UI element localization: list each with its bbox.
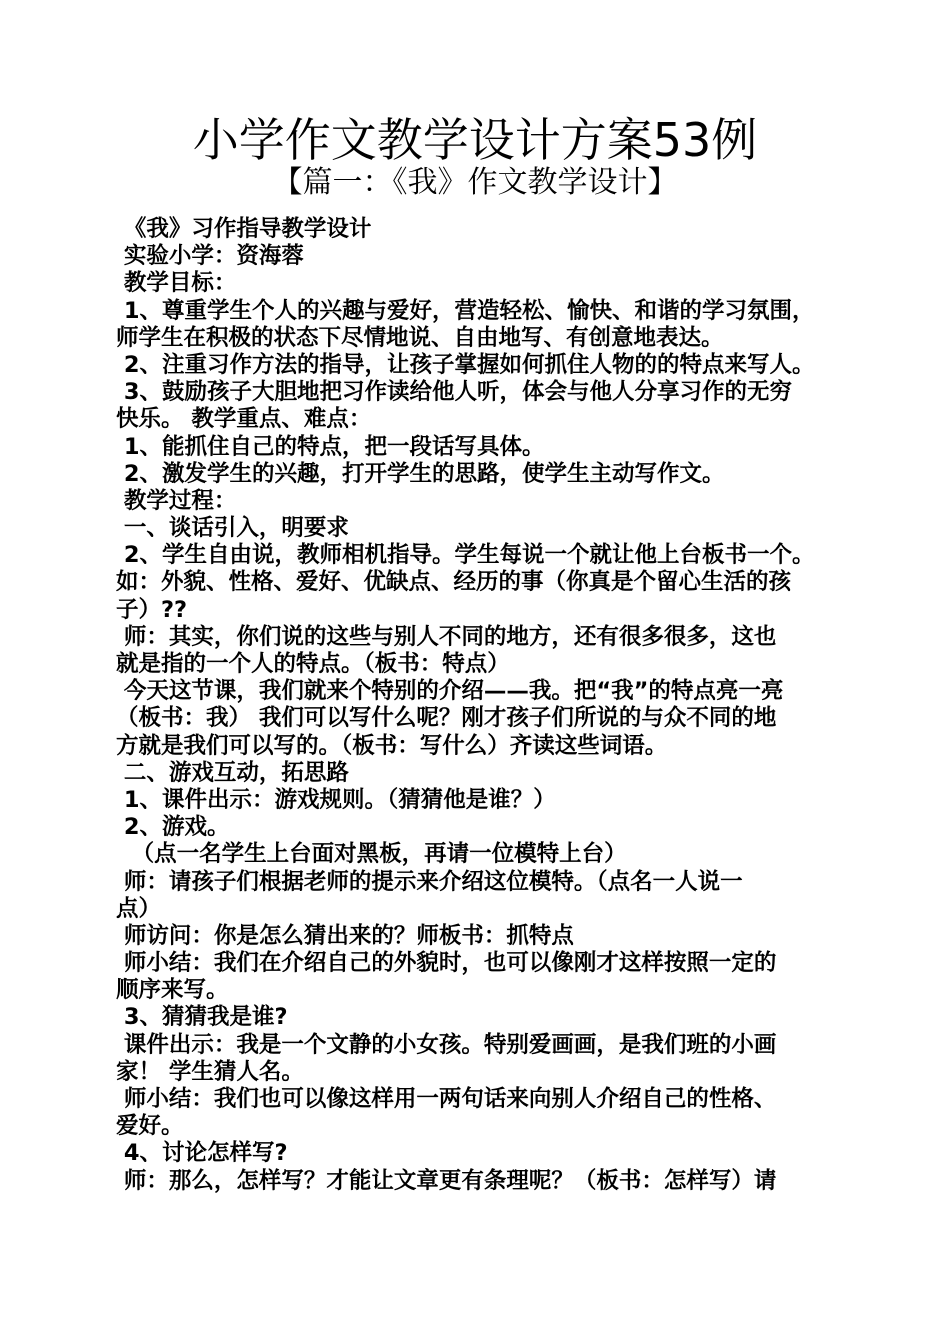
text-line: 1、尊重学生个人的兴趣与爱好，营造轻松、愉快、和谐的学习氛围， (116, 297, 815, 324)
text-line: 顺序来写。 (116, 977, 229, 1004)
text-line: 二、游戏互动，拓思路 (116, 759, 349, 786)
text-line: 《我》习作指导教学设计 (116, 216, 372, 242)
text-line: 师：那么，怎样写？才能让文章更有条理呢？（板书：怎样写）请 (116, 1167, 777, 1194)
document-title: 小学作文教学设计方案53例 (192, 113, 758, 167)
text-line: 爱好。 (116, 1113, 184, 1140)
text-line: 子）?? (116, 596, 188, 623)
text-line: 师：请孩子们根据老师的提示来介绍这位模特。（点名一人说一 (116, 868, 743, 895)
text-line: 快乐。 教学重点、难点： (116, 406, 372, 433)
text-line: 师小结：我们也可以像这样用一两句话来向别人介绍自己的性格、 (116, 1086, 777, 1112)
text-line: 2、游戏。 (116, 814, 230, 841)
text-line: （板书：我） 我们可以写什么呢？刚才孩子们所说的与众不同的地 (116, 705, 777, 732)
text-line: 3、鼓励孩子大胆地把习作读给他人听，体会与他人分享习作的无穷 (116, 379, 792, 406)
text-line: （点一名学生上台面对黑板，再请一位模特上台） (116, 841, 627, 868)
text-line: 教学过程： (116, 487, 237, 514)
text-line: 一、谈话引入，明要求 (116, 515, 349, 542)
text-line: 3、猜猜我是谁? (116, 1004, 288, 1031)
text-line: 1、课件出示：游戏规则。（猜猜他是谁？） (116, 786, 556, 813)
text-line: 2、激发学生的兴趣，打开学生的思路，使学生主动写作文。 (116, 460, 725, 487)
text-line: 4、讨论怎样写? (116, 1140, 288, 1167)
text-line: 方就是我们可以写的。（板书：写什么）齐读这些词语。 (116, 732, 668, 759)
text-line: 点） (116, 895, 162, 922)
text-line: 师访问：你是怎么猜出来的？师板书：抓特点 (116, 922, 574, 949)
document-subtitle: 【篇一：《我》作文教学设计】 (272, 165, 678, 200)
text-line: 师小结：我们在介绍自己的外貌时，也可以像刚才这样按照一定的 (116, 950, 777, 977)
text-line: 家！ 学生猜人名。 (116, 1058, 304, 1085)
text-line: 师：其实，你们说的这些与别人不同的地方，还有很多很多，这也 (116, 623, 777, 650)
text-line: 实验小学：资海蓉 (116, 243, 304, 270)
text-line: 课件出示：我是一个文静的小女孩。特别爱画画，是我们班的小画 (116, 1031, 777, 1058)
document-body (116, 216, 844, 1195)
text-line: 师学生在积极的状态下尽情地说、自由地写、有创意地表达。 (116, 324, 724, 351)
text-line: 2、注重习作方法的指导，让孩子掌握如何抓住人物的的特点来写人。 (116, 351, 815, 378)
text-line: 如：外貌、性格、爱好、优缺点、经历的事（你真是个留心生活的孩 (116, 569, 792, 596)
text-line: 2、学生自由说，教师相机指导。学生每说一个就让他上台板书一个。 (116, 542, 815, 569)
text-line: 1、能抓住自己的特点，把一段话写具体。 (116, 433, 545, 460)
text-line: 今天这节课，我们就来个特别的介绍——我。把“我”的特点亮一亮 (116, 678, 784, 705)
text-line: 就是指的一个人的特点。（板书：特点） (116, 651, 510, 677)
text-line: 教学目标： (116, 270, 237, 297)
